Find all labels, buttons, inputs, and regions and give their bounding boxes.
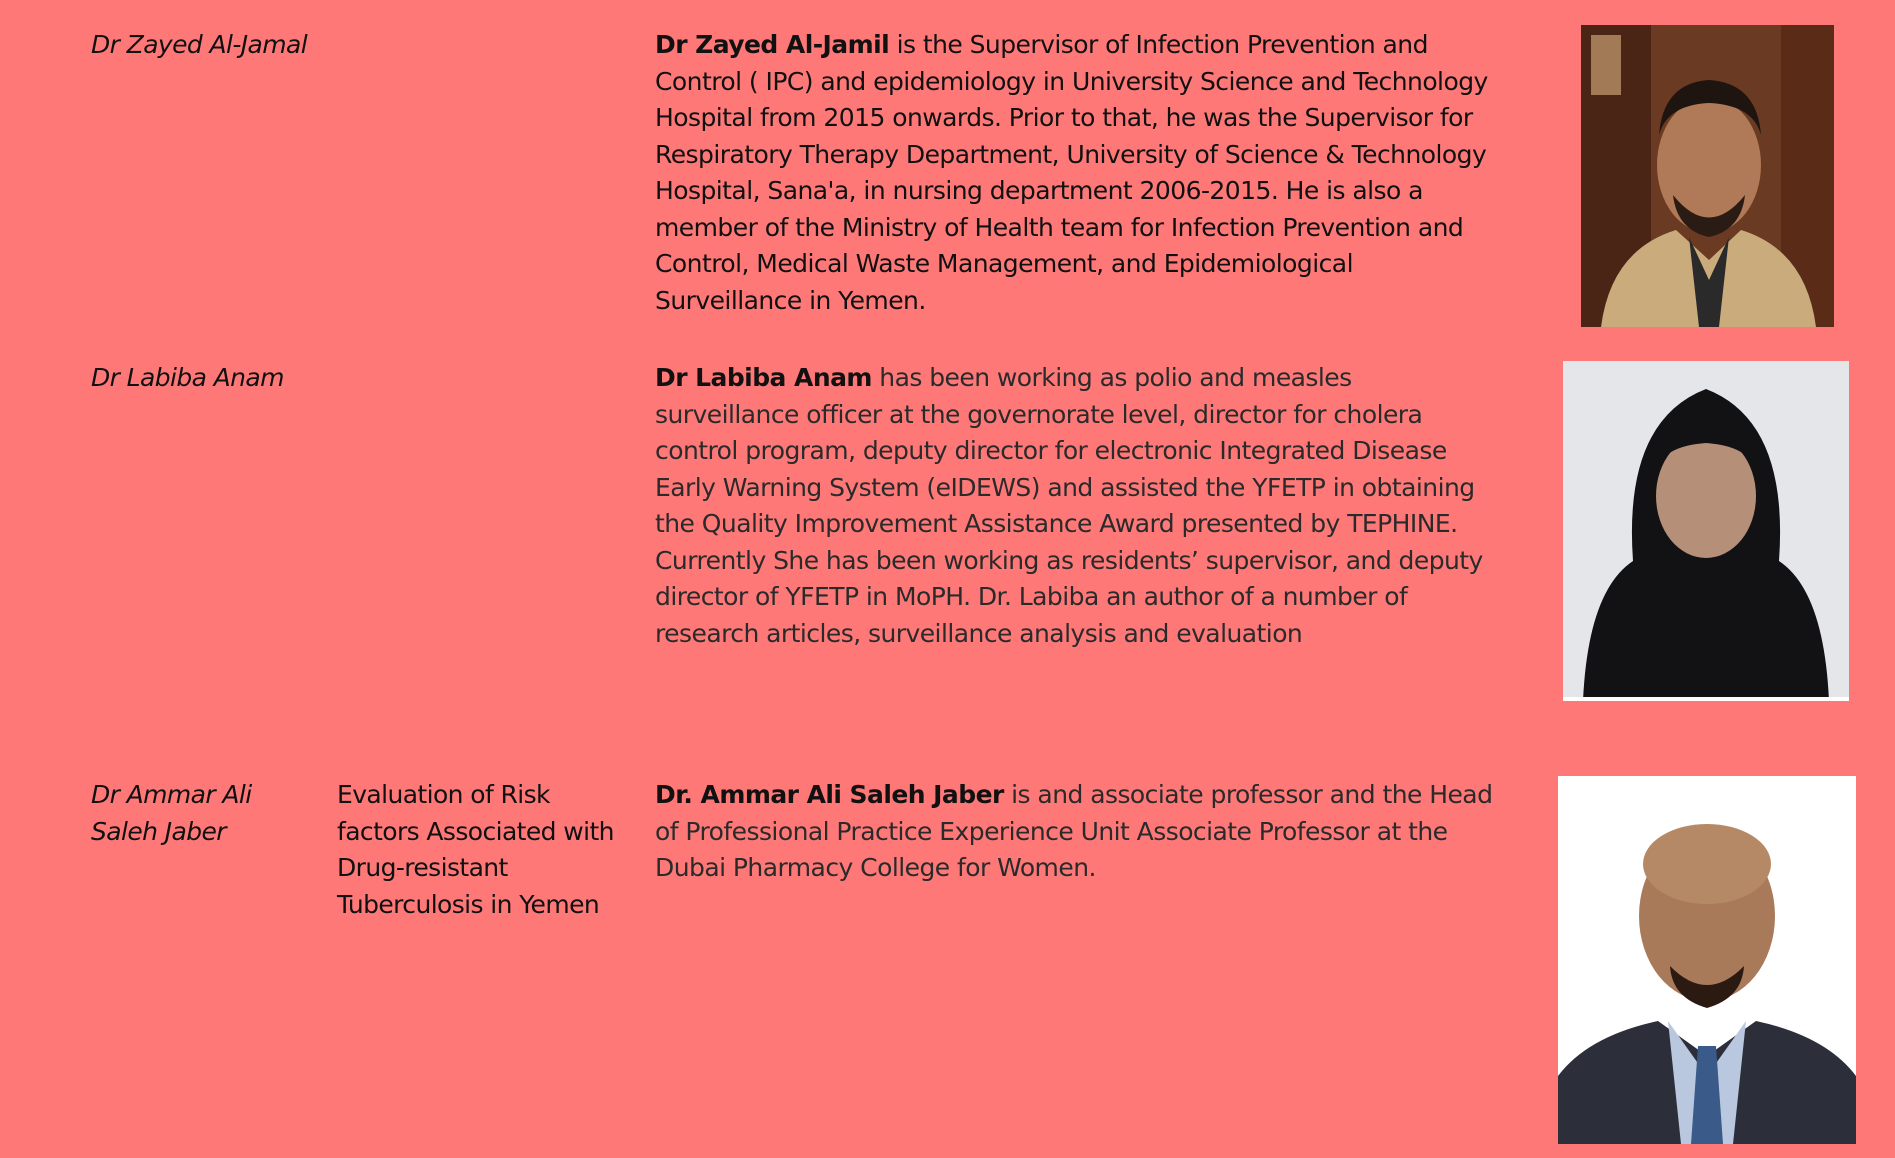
bio-speaker-name: Dr Labiba Anam [655,363,872,392]
bio-text: is the Supervisor of Infection Prevention and Control ( IPC) and epidemiology in University Science and Technology Hospital from 2015 onwards. Prior to that, he was the Supervisor for Respiratory Therapy Department, University of Science & Technology Hospital, Sana'a, in nursing department 2006-2015. He is also a member of the Ministry of Health team for Infection Prevention and Control, Medical Waste Management, and Epidemiological Surveillance in Yemen. [655,30,1488,315]
bio-text: has been working as polio and measles surveillance officer at the governorate level, director for cholera control program, deputy director for electronic Integrated Disease Early Warning System (eIDEWS) and assisted the YFETP in obtaining the Quality Improvement Assistance Award presented by TEPHINE. Currently She has been working as residents’ supervisor, and deputy director of YFETP in MoPH. Dr. Labiba an author of a number of research articles, surveillance analysis and evaluation [655,363,1483,648]
bio-text: is and associate professor and the Head of Professional Practice Experience Unit Associate Professor at the Dubai Pharmacy College for Women. [655,780,1493,882]
speaker-name: Dr Zayed Al-Jamal [91,30,308,59]
speaker-bio [655,360,1500,652]
speaker-row [0,340,1895,740]
speaker-name: Dr Ammar Ali Saleh Jaber [91,780,252,846]
speaker-name: Dr Labiba Anam [91,363,284,392]
speaker-row [0,755,1895,1155]
speaker-photo [1563,361,1849,701]
speaker-bio [655,27,1500,319]
speaker-bio [655,777,1500,887]
presentation-topic: Evaluation of Risk factors Associated with Drug-resistant Tuberculosis in Yemen [337,780,614,919]
speaker-photo [1558,776,1856,1144]
bio-speaker-name: Dr. Ammar Ali Saleh Jaber [655,780,1004,809]
bio-speaker-name: Dr Zayed Al-Jamil [655,30,890,59]
speaker-photo [1581,25,1834,327]
speaker-row [0,0,1895,340]
